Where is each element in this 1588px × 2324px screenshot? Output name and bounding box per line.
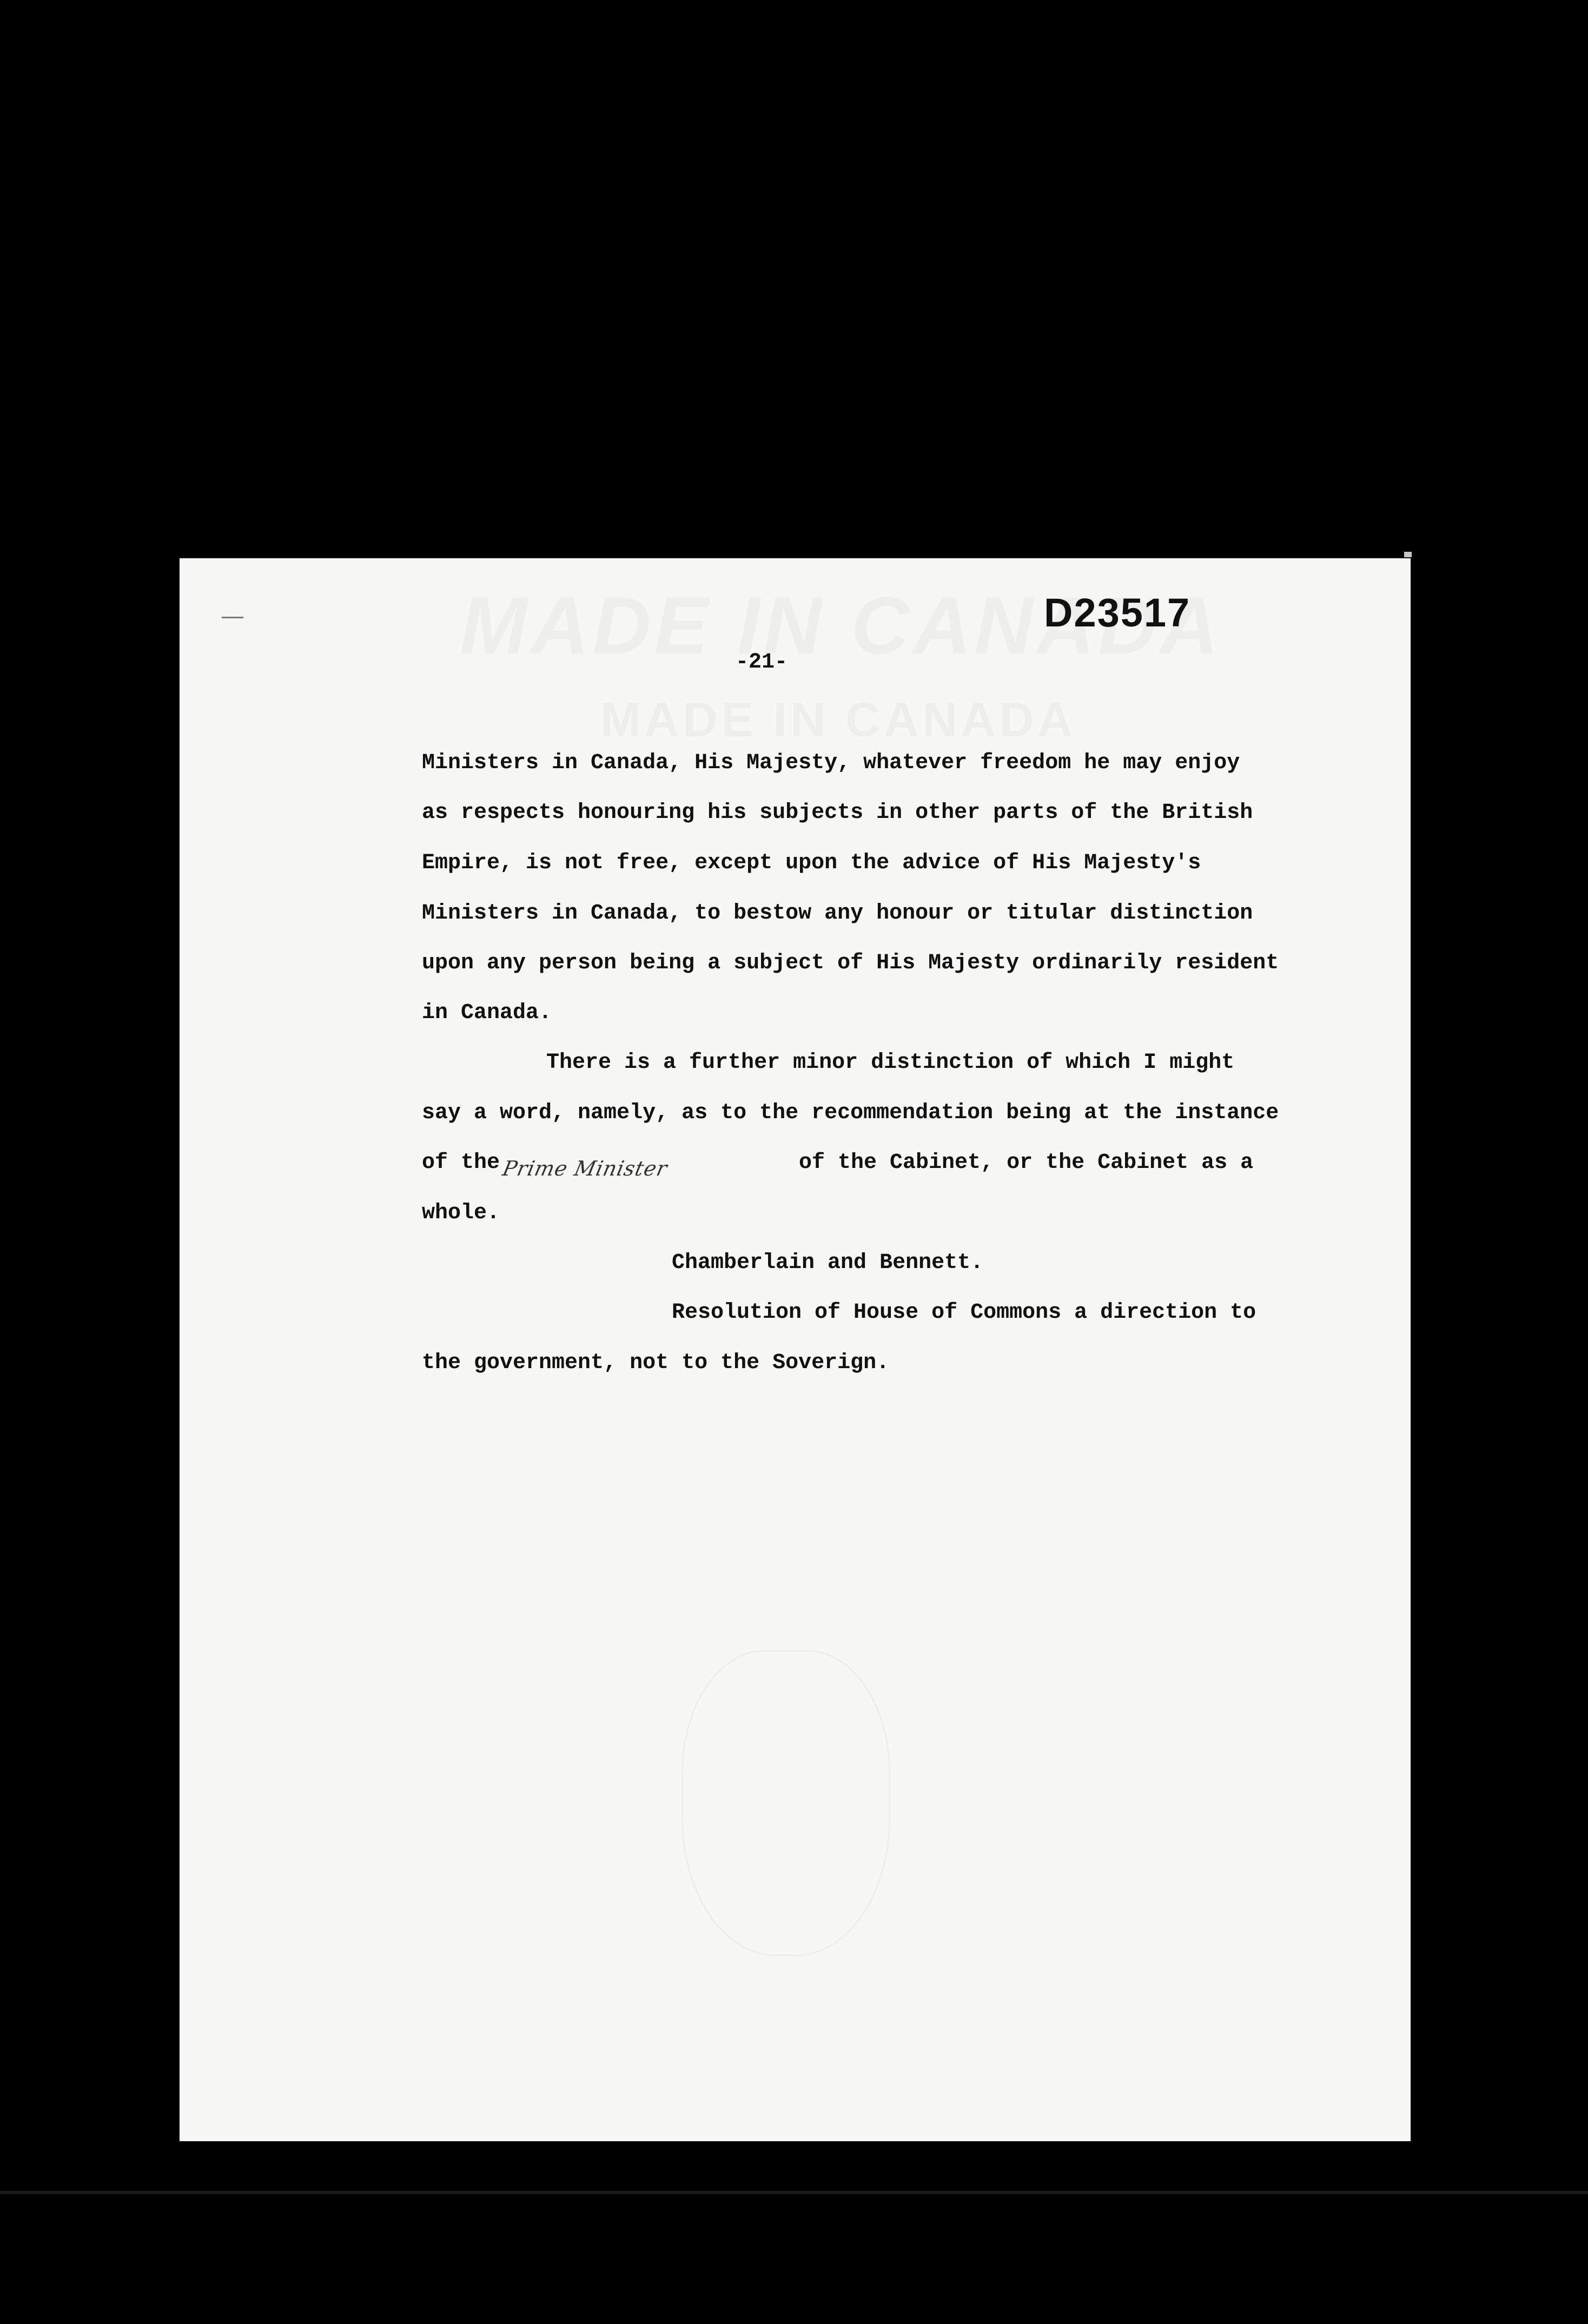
watermark-crest <box>681 1650 890 1956</box>
stray-mark <box>222 617 243 618</box>
text-line: say a word, namely, as to the recommendation being at the instance <box>422 1101 1279 1125</box>
text-line: whole. <box>422 1201 500 1225</box>
text-line: of the Cabinet, or the Cabinet as a <box>799 1151 1254 1175</box>
watermark-text <box>600 692 1076 748</box>
text-line: as respects honouring his subjects in other parts of the British <box>422 801 1253 825</box>
text-line: Empire, is not free, except upon the advice of His Majesty's <box>422 851 1201 875</box>
text-line: Ministers in Canada, His Majesty, whatever freedom he may enjoy <box>422 751 1240 775</box>
handwritten-insertion: Prime Minister <box>500 1157 670 1180</box>
text-line: Ministers in Canada, to bestow any honour or titular distinction <box>422 901 1253 926</box>
text-line: the government, not to the Soverign. <box>422 1351 890 1375</box>
page-number: -21- <box>736 650 788 675</box>
text-line: Chamberlain and Bennett. <box>672 1251 984 1275</box>
text-line: of the <box>422 1151 500 1175</box>
text-line: upon any person being a subject of His Majesty ordinarily resident <box>422 951 1279 975</box>
scan-edge-line <box>0 2191 1588 2194</box>
text-line: There is a further minor distinction of which I might <box>546 1051 1235 1075</box>
text-line: in Canada. <box>422 1001 552 1025</box>
document-id-stamp: D23517 <box>1044 590 1191 635</box>
text-line: Resolution of House of Commons a direction to <box>672 1300 1256 1325</box>
document-page <box>178 557 1412 2142</box>
